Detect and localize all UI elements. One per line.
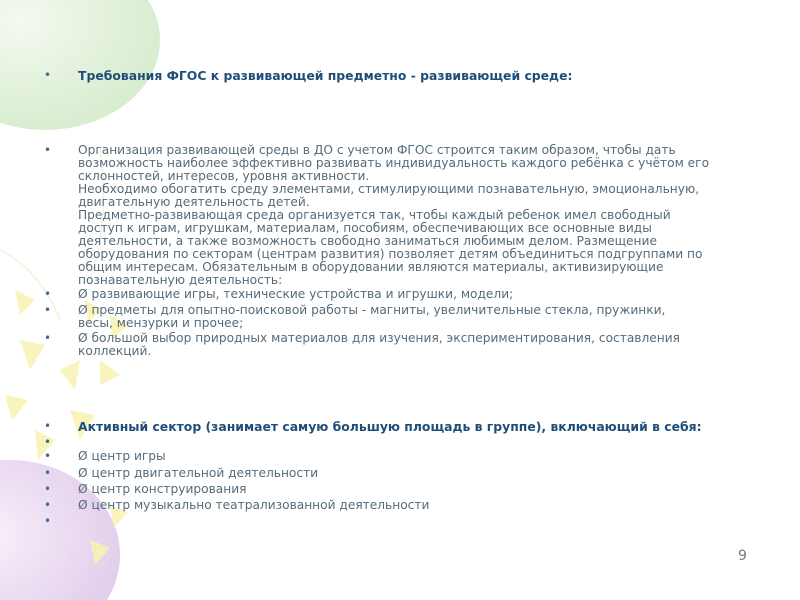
paragraph-line: оборудования по секторам (центрам развития) позволяет детям объединиться подгруппами по [78, 247, 703, 261]
bullet-marker: • [44, 435, 52, 449]
paragraph-line: склонностей, интересов, уровня активности. [78, 169, 370, 183]
list-item: Ø предметы для опытно-поисковой работы - магниты, увеличительные стекла, пружинки, [78, 303, 666, 317]
paragraph-line: познавательную деятельность: [78, 273, 283, 287]
bullet-marker: • [44, 449, 52, 463]
list-item-continuation: весы, мензурки и прочее; [78, 316, 244, 330]
page-number: 9 [738, 548, 747, 564]
bullet-marker: • [44, 419, 52, 433]
heading-fgos-requirements: Требования ФГОС к развивающей предметно - развивающей среде: [78, 68, 573, 83]
list-item: Ø центр двигательной деятельности [78, 466, 319, 480]
bullet-marker: • [44, 498, 52, 512]
bullet-marker: • [44, 143, 52, 157]
paragraph-line: общим интересам. Обязательным в оборудовании являются материалы, активизирующие [78, 260, 664, 274]
paragraph-line: Организация развивающей среды в ДО с учетом ФГОС строится таким образом, чтобы дать [78, 143, 676, 157]
bullet-marker: • [44, 287, 52, 301]
list-item: Ø центр игры [78, 449, 166, 463]
bullet-marker: • [44, 514, 52, 528]
bullet-marker: • [44, 331, 52, 345]
paragraph-line: деятельности, а также возможность свободно заниматься любимым делом. Размещение [78, 234, 657, 248]
paragraph-line: возможность наиболее эффективно развивать индивидуальность каждого ребёнка с учётом его [78, 156, 710, 170]
heading-active-sector: Активный сектор (занимает самую большую площадь в группе), включающий в себя: [78, 419, 702, 434]
list-item-continuation: коллекций. [78, 344, 152, 358]
bullet-marker: • [44, 482, 52, 496]
paragraph-line: Необходимо обогатить среду элементами, стимулирующими познавательную, эмоциональную, [78, 182, 700, 196]
paragraph-line: доступ к играм, игрушкам, материалам, пособиям, обеспечивающих все основные виды [78, 221, 652, 235]
paragraph-line: Предметно-развивающая среда организуется так, чтобы каждый ребенок имел свободный [78, 208, 671, 222]
bullet-marker: • [44, 303, 52, 317]
list-item: Ø развивающие игры, технические устройства и игрушки, модели; [78, 287, 514, 301]
list-item: Ø центр музыкально театрализованной деятельности [78, 498, 430, 512]
bullet-marker: • [44, 466, 52, 480]
list-item: Ø центр конструирования [78, 482, 247, 496]
paragraph-line: двигательную деятельность детей. [78, 195, 310, 209]
bullet-marker: • [44, 68, 52, 82]
list-item: Ø большой выбор природных материалов для изучения, экспериментирования, составления [78, 331, 681, 345]
